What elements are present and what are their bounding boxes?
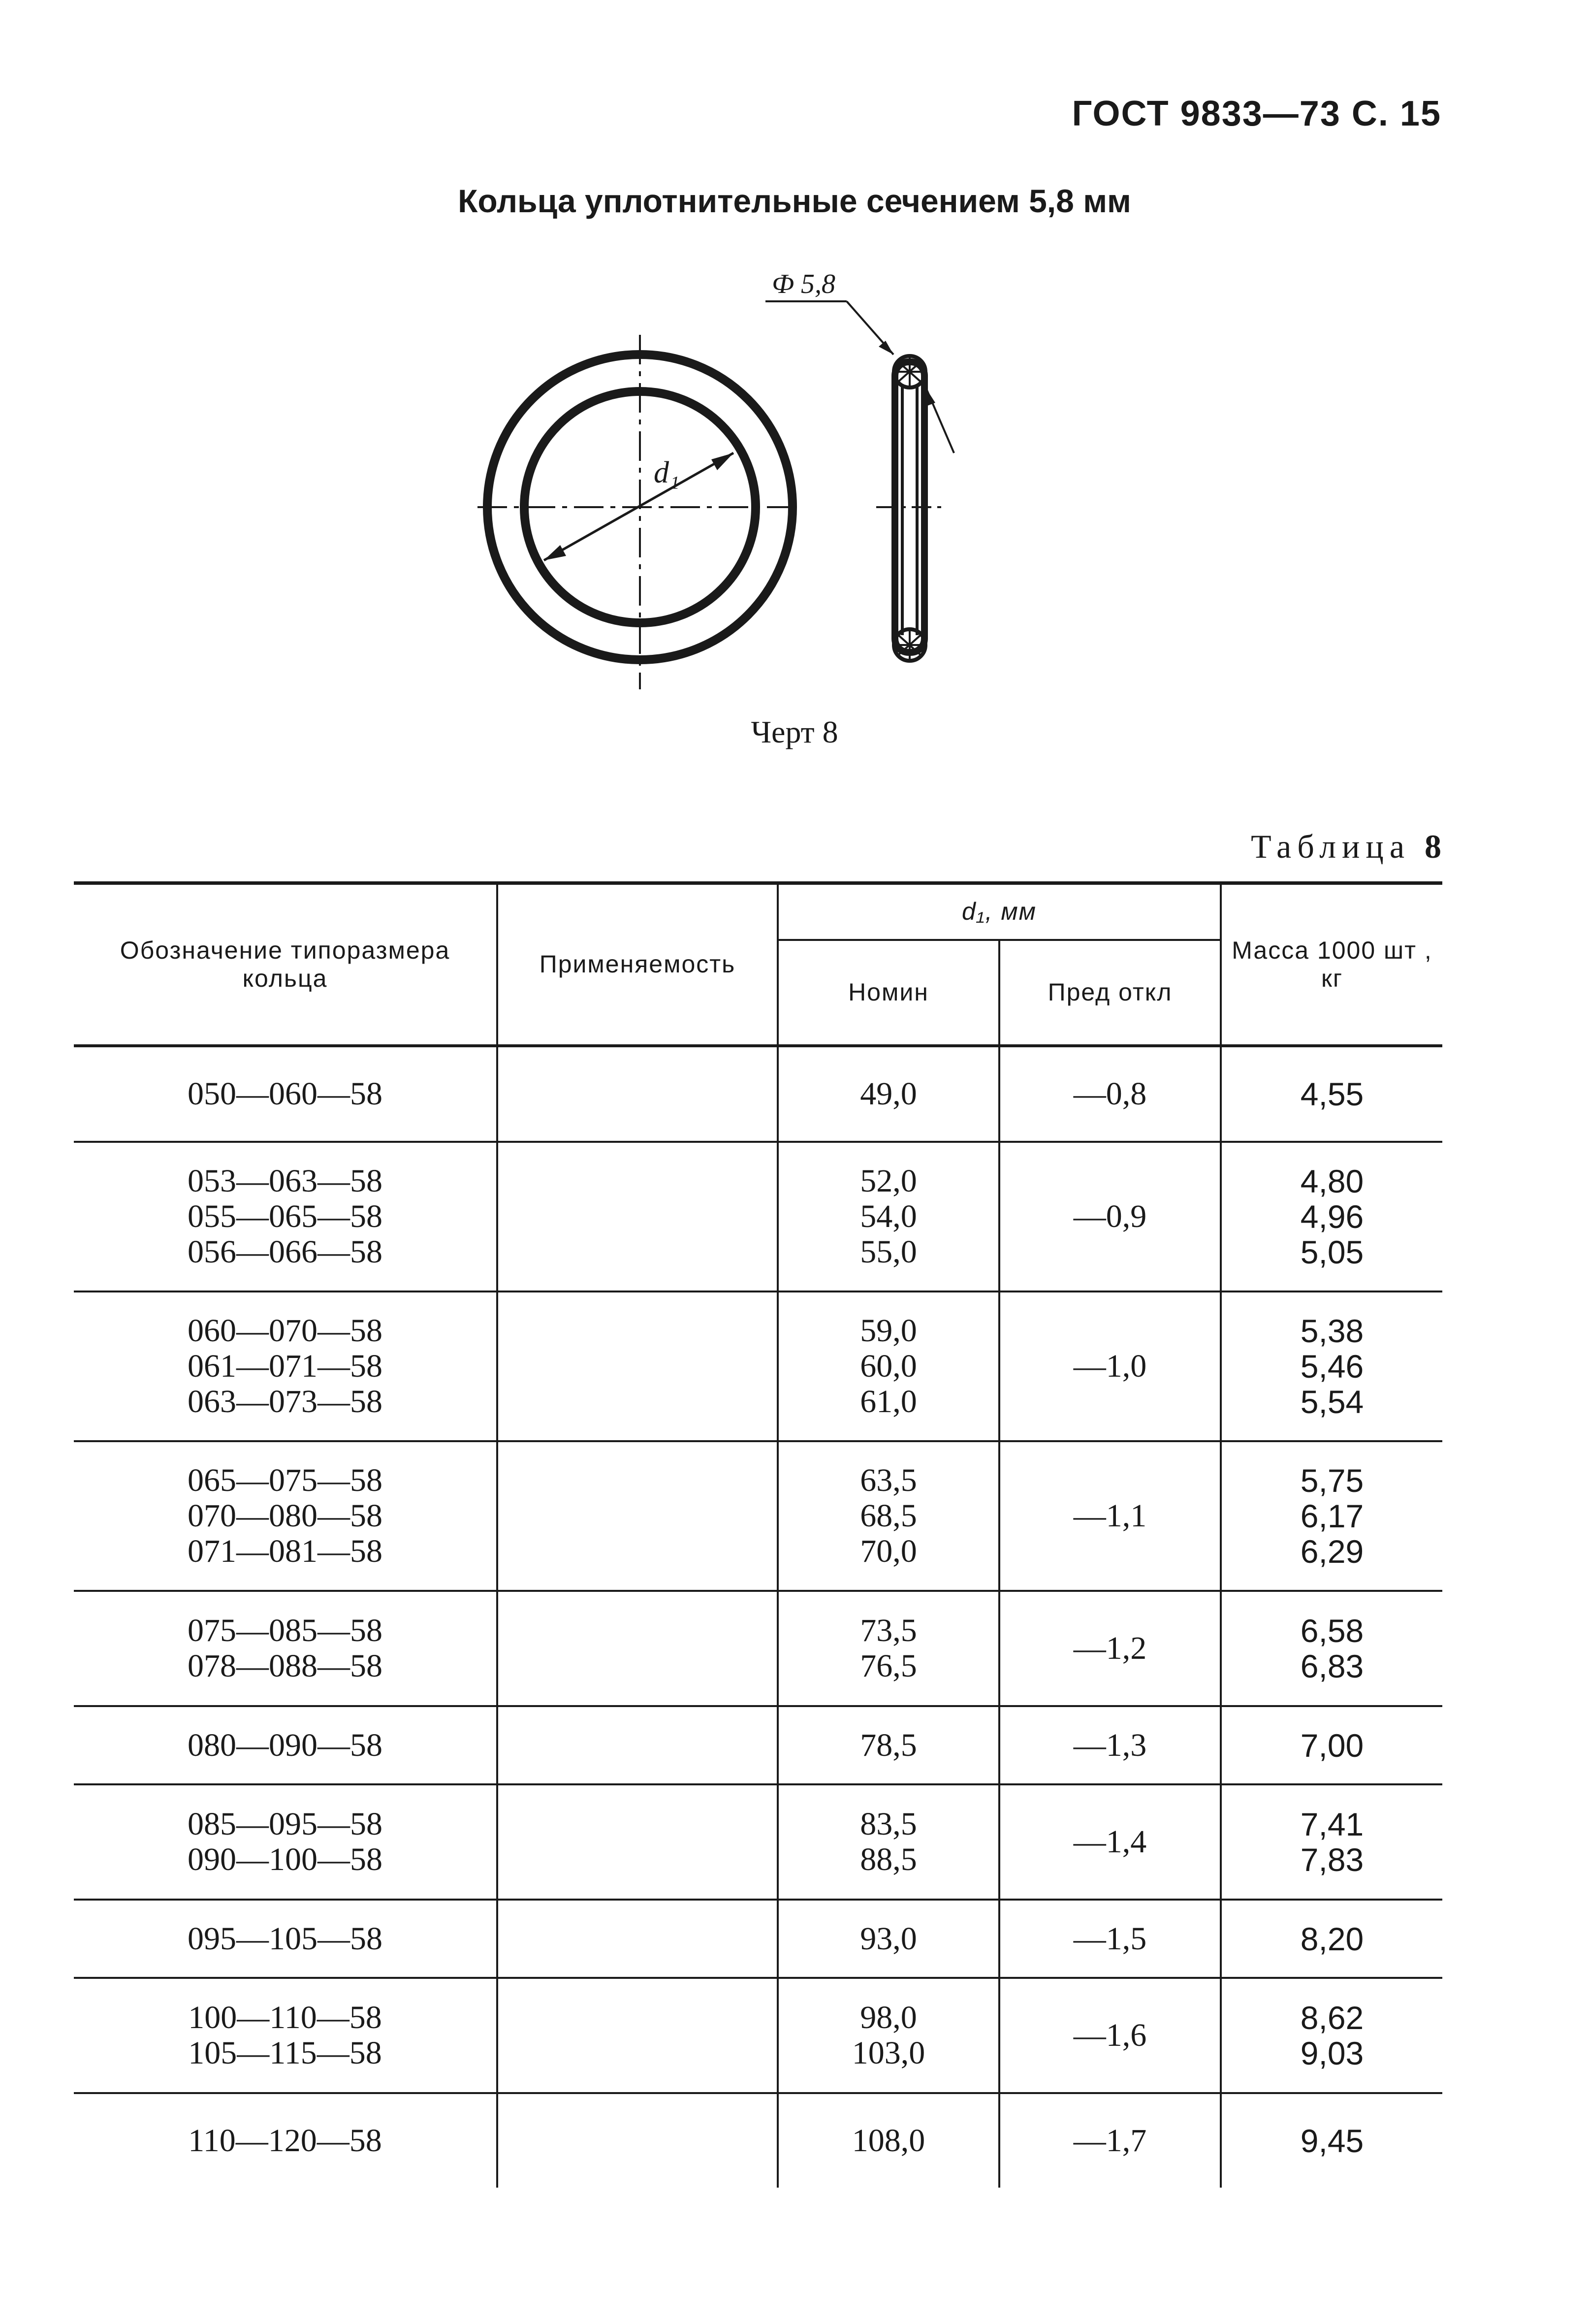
cell-nominal: 108,0 — [778, 2093, 999, 2188]
spec-table — [74, 881, 1442, 2188]
cell-applicability — [497, 1291, 778, 1441]
table-row — [74, 1142, 1442, 1291]
cell-applicability — [497, 1784, 778, 1900]
cell-nominal: 73,5 76,5 — [778, 1591, 999, 1706]
page-header: ГОСТ 9833—73 С. 15 — [1072, 94, 1441, 133]
cell-applicability — [497, 1706, 778, 1784]
cell-mass: 4,80 4,96 5,05 — [1221, 1142, 1442, 1291]
cell-mass: 8,20 — [1221, 1900, 1442, 1978]
cell-tolerance: —0,9 — [999, 1142, 1221, 1291]
cell-designation: 065—075—58 070—080—58 071—081—58 — [74, 1441, 497, 1591]
cell-applicability — [497, 1900, 778, 1978]
cell-designation: 100—110—58 105—115—58 — [74, 1978, 497, 2093]
cell-designation: 075—085—58 078—088—58 — [74, 1591, 497, 1706]
d1-label: d₁ — [654, 456, 680, 489]
cell-nominal: 98,0 103,0 — [778, 1978, 999, 2093]
table-row — [74, 1706, 1442, 1784]
cell-nominal: 93,0 — [778, 1900, 999, 1978]
header-designation: Обозначение типоразмера кольца — [74, 883, 497, 1046]
page-title: Кольца уплотнительные сечением 5,8 мм — [458, 183, 1131, 219]
cell-nominal: 83,5 88,5 — [778, 1784, 999, 1900]
table-row — [74, 1784, 1442, 1900]
table-label-text: Таблица — [1251, 828, 1410, 865]
cell-nominal: 63,5 68,5 70,0 — [778, 1441, 999, 1591]
cell-applicability — [497, 1142, 778, 1291]
o-ring-drawing — [443, 256, 1083, 748]
cell-designation: 110—120—58 — [188, 2123, 382, 2159]
table-row — [74, 2093, 1442, 2188]
table-label — [1251, 827, 1441, 866]
header-nominal: Номин — [778, 940, 999, 1046]
table-number: 8 — [1425, 828, 1441, 865]
header-applicability: Применяемость — [497, 883, 778, 1046]
cell-tolerance: —1,3 — [999, 1706, 1221, 1784]
cell-mass: 4,55 — [1221, 1046, 1442, 1142]
cell-applicability — [497, 2093, 778, 2188]
cell-applicability — [497, 1046, 778, 1142]
cell-mass: 5,38 5,46 5,54 — [1221, 1291, 1442, 1441]
cell-designation: 095—105—58 — [74, 1900, 497, 1978]
ring-front-view — [477, 335, 802, 689]
cell-mass: 7,41 7,83 — [1221, 1784, 1442, 1900]
table-row — [74, 1591, 1442, 1706]
cell-applicability — [497, 1591, 778, 1706]
header-mass: Масса 1000 шт , кг — [1221, 883, 1442, 1046]
d1-arrow-end — [711, 453, 733, 470]
cell-designation: 053—063—58 055—065—58 056—066—58 — [74, 1142, 497, 1291]
table-row — [74, 1978, 1442, 2093]
table-row — [74, 1046, 1442, 1142]
cell-designation: 085—095—58 090—100—58 — [74, 1784, 497, 1900]
cell-nominal: 78,5 — [778, 1706, 999, 1784]
table-row — [74, 1291, 1442, 1441]
diameter-label: Ф 5,8 — [772, 269, 836, 299]
cell-tolerance: —1,6 — [999, 1978, 1221, 2093]
d1-dimension-line — [544, 453, 733, 560]
cell-tolerance: —0,8 — [999, 1046, 1221, 1142]
cell-tolerance: —1,5 — [999, 1900, 1221, 1978]
cell-mass: 5,75 6,17 6,29 — [1221, 1441, 1442, 1591]
cell-nominal: 52,0 54,0 55,0 — [778, 1142, 999, 1291]
cell-designation: 060—070—58 061—071—58 063—073—58 — [74, 1291, 497, 1441]
cell-applicability — [497, 1441, 778, 1591]
cell-designation: 050—060—58 — [74, 1046, 497, 1142]
cell-mass: 6,58 6,83 — [1221, 1591, 1442, 1706]
cell-tolerance: —1,7 — [999, 2093, 1221, 2188]
header-tolerance: Пред откл — [999, 940, 1221, 1046]
cell-applicability — [497, 1978, 778, 2093]
cell-tolerance: —1,1 — [999, 1441, 1221, 1591]
cell-tolerance: —1,2 — [999, 1591, 1221, 1706]
cell-mass: 8,62 9,03 — [1221, 1978, 1442, 2093]
cell-tolerance: —1,4 — [999, 1784, 1221, 1900]
cell-mass: 9,45 — [1221, 2093, 1442, 2188]
cell-tolerance: —1,0 — [999, 1291, 1221, 1441]
cell-nominal: 49,0 — [778, 1046, 999, 1142]
cell-mass: 7,00 — [1221, 1706, 1442, 1784]
table-row — [74, 1900, 1442, 1978]
cell-nominal: 59,0 60,0 61,0 — [778, 1291, 999, 1441]
d1-arrow-start — [544, 545, 566, 560]
drawing-caption: Черт 8 — [751, 714, 838, 749]
cell-designation: 080—090—58 — [74, 1706, 497, 1784]
header-d1: d₁, мм — [778, 883, 1221, 940]
table-row — [74, 1441, 1442, 1591]
